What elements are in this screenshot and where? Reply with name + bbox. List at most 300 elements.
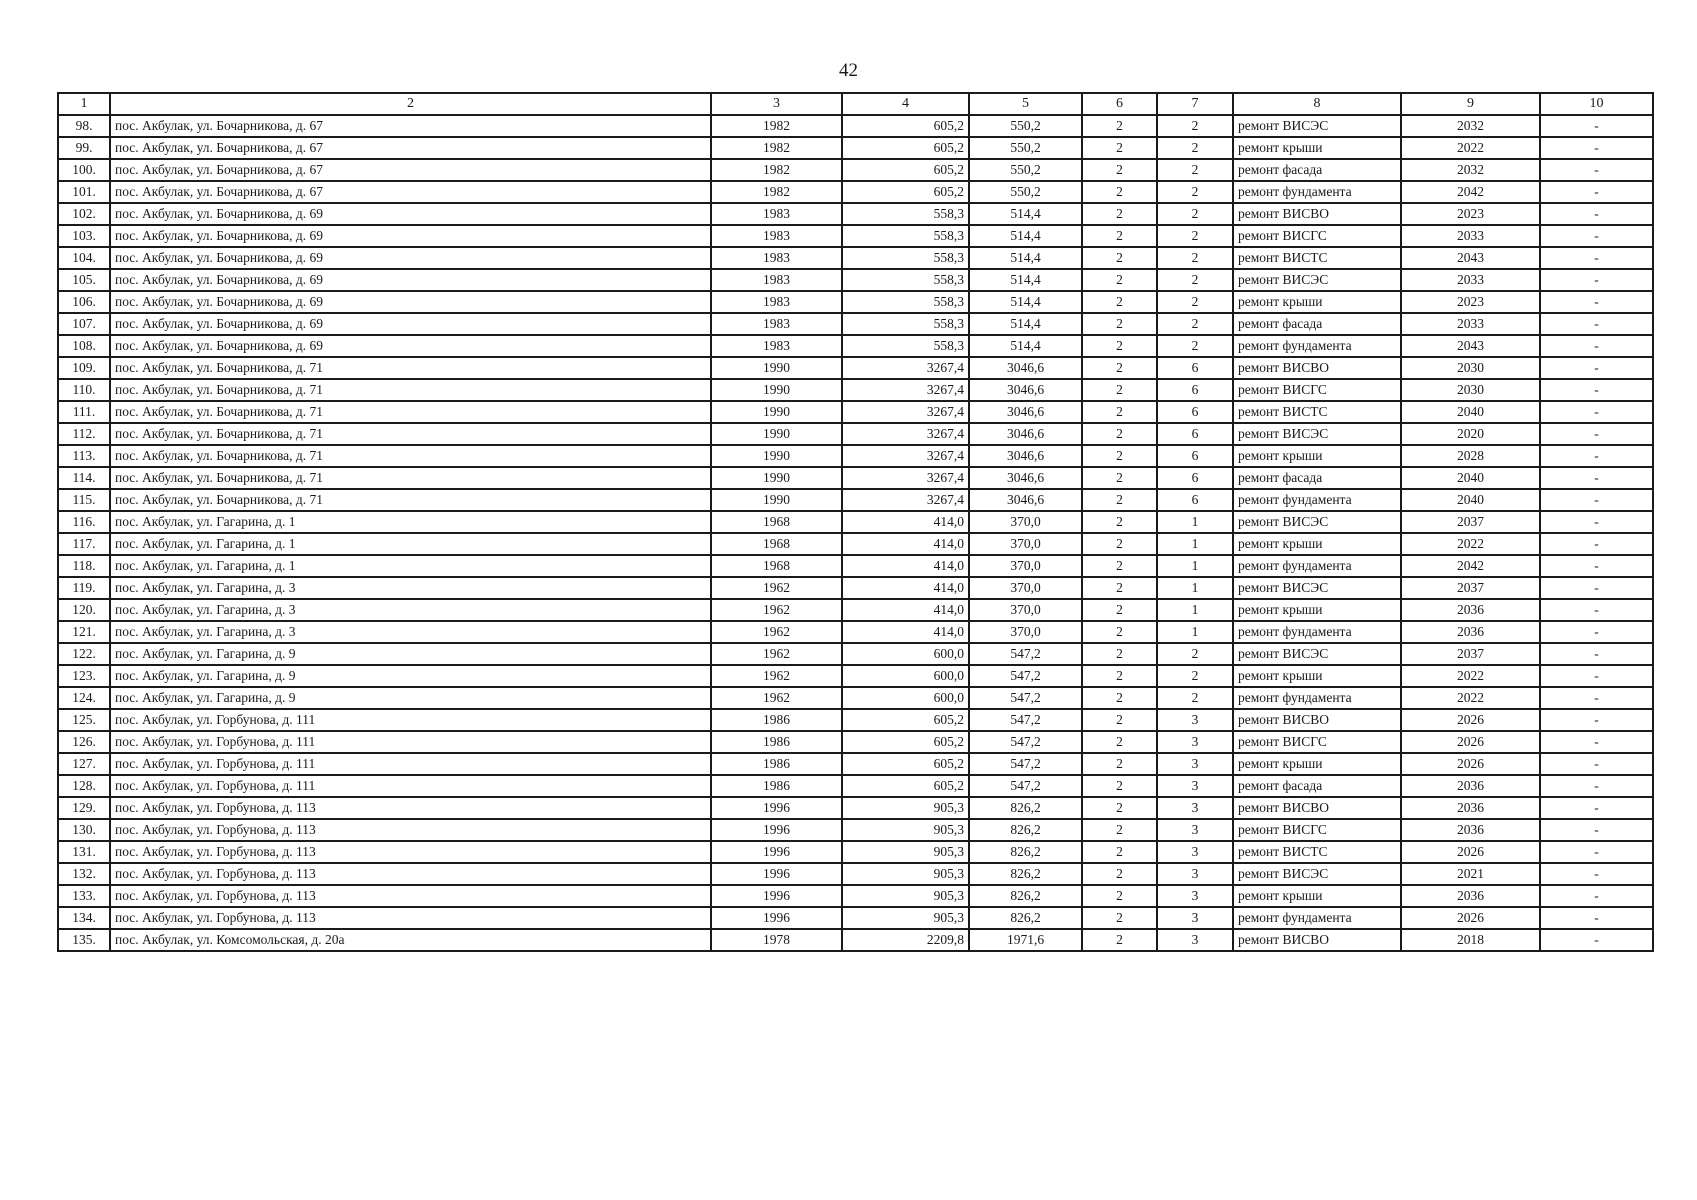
cell-entrances: 1 bbox=[1157, 577, 1233, 599]
cell-total-area: 558,3 bbox=[842, 313, 969, 335]
cell-address: пос. Акбулак, ул. Горбунова, д. 111 bbox=[110, 753, 711, 775]
cell-floors: 2 bbox=[1082, 357, 1157, 379]
cell-address: пос. Акбулак, ул. Бочарникова, д. 67 bbox=[110, 181, 711, 203]
cell-floors: 2 bbox=[1082, 775, 1157, 797]
table-row bbox=[58, 313, 1653, 335]
table-row bbox=[58, 885, 1653, 907]
cell-year-built: 1996 bbox=[711, 907, 842, 929]
cell-remarks: - bbox=[1540, 819, 1653, 841]
cell-entrances: 2 bbox=[1157, 665, 1233, 687]
cell-year-built: 1990 bbox=[711, 467, 842, 489]
cell-entrances: 3 bbox=[1157, 863, 1233, 885]
cell-total-area: 558,3 bbox=[842, 247, 969, 269]
table-header-row bbox=[58, 93, 1653, 115]
cell-remarks: - bbox=[1540, 137, 1653, 159]
cell-entrances: 2 bbox=[1157, 137, 1233, 159]
cell-work-type: ремонт ВИСТС bbox=[1233, 841, 1401, 863]
cell-year-built: 1996 bbox=[711, 863, 842, 885]
cell-address: пос. Акбулак, ул. Комсомольская, д. 20а bbox=[110, 929, 711, 951]
cell-remarks: - bbox=[1540, 247, 1653, 269]
cell-address: пос. Акбулак, ул. Горбунова, д. 113 bbox=[110, 819, 711, 841]
cell-living-area: 550,2 bbox=[969, 137, 1082, 159]
cell-row-number: 105. bbox=[58, 269, 110, 291]
cell-floors: 2 bbox=[1082, 841, 1157, 863]
cell-year-built: 1962 bbox=[711, 665, 842, 687]
cell-planned-year: 2032 bbox=[1401, 159, 1540, 181]
cell-remarks: - bbox=[1540, 797, 1653, 819]
cell-address: пос. Акбулак, ул. Бочарникова, д. 71 bbox=[110, 423, 711, 445]
cell-living-area: 826,2 bbox=[969, 797, 1082, 819]
cell-address: пос. Акбулак, ул. Горбунова, д. 113 bbox=[110, 885, 711, 907]
header-col-3: 3 bbox=[711, 93, 842, 115]
table-row bbox=[58, 247, 1653, 269]
cell-living-area: 514,4 bbox=[969, 247, 1082, 269]
table-row bbox=[58, 137, 1653, 159]
cell-total-area: 600,0 bbox=[842, 687, 969, 709]
cell-remarks: - bbox=[1540, 489, 1653, 511]
cell-year-built: 1996 bbox=[711, 797, 842, 819]
cell-year-built: 1982 bbox=[711, 181, 842, 203]
cell-living-area: 3046,6 bbox=[969, 379, 1082, 401]
cell-living-area: 547,2 bbox=[969, 731, 1082, 753]
cell-remarks: - bbox=[1540, 753, 1653, 775]
cell-address: пос. Акбулак, ул. Горбунова, д. 111 bbox=[110, 709, 711, 731]
cell-floors: 2 bbox=[1082, 797, 1157, 819]
cell-entrances: 1 bbox=[1157, 599, 1233, 621]
cell-entrances: 1 bbox=[1157, 511, 1233, 533]
cell-living-area: 3046,6 bbox=[969, 423, 1082, 445]
cell-remarks: - bbox=[1540, 511, 1653, 533]
header-col-9: 9 bbox=[1401, 93, 1540, 115]
cell-entrances: 6 bbox=[1157, 467, 1233, 489]
table-row bbox=[58, 687, 1653, 709]
cell-work-type: ремонт крыши bbox=[1233, 533, 1401, 555]
cell-row-number: 104. bbox=[58, 247, 110, 269]
cell-planned-year: 2022 bbox=[1401, 137, 1540, 159]
cell-work-type: ремонт фундамента bbox=[1233, 181, 1401, 203]
cell-remarks: - bbox=[1540, 885, 1653, 907]
cell-living-area: 550,2 bbox=[969, 159, 1082, 181]
cell-living-area: 547,2 bbox=[969, 665, 1082, 687]
cell-row-number: 123. bbox=[58, 665, 110, 687]
cell-floors: 2 bbox=[1082, 511, 1157, 533]
cell-address: пос. Акбулак, ул. Горбунова, д. 113 bbox=[110, 841, 711, 863]
cell-address: пос. Акбулак, ул. Бочарникова, д. 69 bbox=[110, 291, 711, 313]
cell-year-built: 1990 bbox=[711, 489, 842, 511]
cell-year-built: 1996 bbox=[711, 841, 842, 863]
cell-entrances: 6 bbox=[1157, 489, 1233, 511]
table-row bbox=[58, 753, 1653, 775]
table-row bbox=[58, 445, 1653, 467]
cell-remarks: - bbox=[1540, 225, 1653, 247]
cell-planned-year: 2028 bbox=[1401, 445, 1540, 467]
table-row bbox=[58, 511, 1653, 533]
cell-year-built: 1962 bbox=[711, 643, 842, 665]
cell-living-area: 547,2 bbox=[969, 687, 1082, 709]
table-row bbox=[58, 907, 1653, 929]
cell-row-number: 116. bbox=[58, 511, 110, 533]
cell-floors: 2 bbox=[1082, 379, 1157, 401]
cell-address: пос. Акбулак, ул. Гагарина, д. 3 bbox=[110, 621, 711, 643]
cell-living-area: 514,4 bbox=[969, 203, 1082, 225]
cell-remarks: - bbox=[1540, 445, 1653, 467]
cell-floors: 2 bbox=[1082, 115, 1157, 137]
cell-year-built: 1983 bbox=[711, 269, 842, 291]
cell-total-area: 905,3 bbox=[842, 819, 969, 841]
cell-floors: 2 bbox=[1082, 335, 1157, 357]
cell-entrances: 2 bbox=[1157, 643, 1233, 665]
cell-floors: 2 bbox=[1082, 753, 1157, 775]
cell-row-number: 108. bbox=[58, 335, 110, 357]
cell-total-area: 3267,4 bbox=[842, 379, 969, 401]
cell-row-number: 126. bbox=[58, 731, 110, 753]
cell-total-area: 605,2 bbox=[842, 137, 969, 159]
cell-living-area: 547,2 bbox=[969, 753, 1082, 775]
cell-work-type: ремонт фундамента bbox=[1233, 489, 1401, 511]
cell-floors: 2 bbox=[1082, 819, 1157, 841]
cell-planned-year: 2042 bbox=[1401, 181, 1540, 203]
cell-planned-year: 2036 bbox=[1401, 599, 1540, 621]
cell-row-number: 106. bbox=[58, 291, 110, 313]
cell-entrances: 3 bbox=[1157, 841, 1233, 863]
cell-work-type: ремонт ВИСВО bbox=[1233, 357, 1401, 379]
cell-year-built: 1983 bbox=[711, 313, 842, 335]
cell-planned-year: 2036 bbox=[1401, 797, 1540, 819]
cell-living-area: 3046,6 bbox=[969, 401, 1082, 423]
cell-living-area: 370,0 bbox=[969, 555, 1082, 577]
cell-total-area: 3267,4 bbox=[842, 401, 969, 423]
cell-remarks: - bbox=[1540, 687, 1653, 709]
cell-living-area: 826,2 bbox=[969, 907, 1082, 929]
table-row bbox=[58, 159, 1653, 181]
cell-work-type: ремонт крыши bbox=[1233, 445, 1401, 467]
cell-address: пос. Акбулак, ул. Гагарина, д. 1 bbox=[110, 511, 711, 533]
cell-row-number: 131. bbox=[58, 841, 110, 863]
cell-address: пос. Акбулак, ул. Гагарина, д. 1 bbox=[110, 555, 711, 577]
cell-total-area: 414,0 bbox=[842, 533, 969, 555]
cell-living-area: 547,2 bbox=[969, 709, 1082, 731]
cell-total-area: 605,2 bbox=[842, 709, 969, 731]
cell-total-area: 605,2 bbox=[842, 181, 969, 203]
cell-row-number: 121. bbox=[58, 621, 110, 643]
cell-remarks: - bbox=[1540, 577, 1653, 599]
cell-total-area: 3267,4 bbox=[842, 467, 969, 489]
cell-total-area: 558,3 bbox=[842, 225, 969, 247]
cell-planned-year: 2026 bbox=[1401, 753, 1540, 775]
cell-remarks: - bbox=[1540, 159, 1653, 181]
cell-work-type: ремонт ВИСЭС bbox=[1233, 511, 1401, 533]
cell-address: пос. Акбулак, ул. Бочарникова, д. 67 bbox=[110, 159, 711, 181]
cell-living-area: 370,0 bbox=[969, 533, 1082, 555]
cell-remarks: - bbox=[1540, 731, 1653, 753]
cell-address: пос. Акбулак, ул. Бочарникова, д. 67 bbox=[110, 137, 711, 159]
table-row bbox=[58, 577, 1653, 599]
cell-planned-year: 2040 bbox=[1401, 401, 1540, 423]
cell-year-built: 1986 bbox=[711, 709, 842, 731]
cell-floors: 2 bbox=[1082, 225, 1157, 247]
cell-total-area: 558,3 bbox=[842, 203, 969, 225]
cell-entrances: 3 bbox=[1157, 775, 1233, 797]
cell-living-area: 514,4 bbox=[969, 335, 1082, 357]
cell-row-number: 109. bbox=[58, 357, 110, 379]
cell-work-type: ремонт ВИСТС bbox=[1233, 247, 1401, 269]
cell-planned-year: 2032 bbox=[1401, 115, 1540, 137]
cell-address: пос. Акбулак, ул. Бочарникова, д. 69 bbox=[110, 225, 711, 247]
cell-remarks: - bbox=[1540, 929, 1653, 951]
cell-row-number: 135. bbox=[58, 929, 110, 951]
cell-entrances: 6 bbox=[1157, 423, 1233, 445]
cell-work-type: ремонт фундамента bbox=[1233, 621, 1401, 643]
cell-remarks: - bbox=[1540, 709, 1653, 731]
table-row bbox=[58, 335, 1653, 357]
cell-total-area: 605,2 bbox=[842, 731, 969, 753]
cell-floors: 2 bbox=[1082, 423, 1157, 445]
building-repair-table bbox=[57, 92, 1654, 952]
cell-address: пос. Акбулак, ул. Бочарникова, д. 71 bbox=[110, 357, 711, 379]
cell-address: пос. Акбулак, ул. Горбунова, д. 113 bbox=[110, 797, 711, 819]
cell-year-built: 1982 bbox=[711, 137, 842, 159]
cell-living-area: 370,0 bbox=[969, 599, 1082, 621]
cell-address: пос. Акбулак, ул. Гагарина, д. 3 bbox=[110, 599, 711, 621]
table-row bbox=[58, 819, 1653, 841]
header-col-7: 7 bbox=[1157, 93, 1233, 115]
cell-living-area: 547,2 bbox=[969, 775, 1082, 797]
cell-entrances: 3 bbox=[1157, 731, 1233, 753]
cell-year-built: 1962 bbox=[711, 621, 842, 643]
cell-remarks: - bbox=[1540, 841, 1653, 863]
cell-row-number: 99. bbox=[58, 137, 110, 159]
cell-floors: 2 bbox=[1082, 885, 1157, 907]
cell-total-area: 600,0 bbox=[842, 643, 969, 665]
cell-address: пос. Акбулак, ул. Гагарина, д. 3 bbox=[110, 577, 711, 599]
cell-entrances: 1 bbox=[1157, 621, 1233, 643]
table-row bbox=[58, 269, 1653, 291]
cell-entrances: 6 bbox=[1157, 401, 1233, 423]
cell-year-built: 1983 bbox=[711, 247, 842, 269]
cell-remarks: - bbox=[1540, 665, 1653, 687]
cell-total-area: 414,0 bbox=[842, 511, 969, 533]
cell-floors: 2 bbox=[1082, 445, 1157, 467]
cell-floors: 2 bbox=[1082, 709, 1157, 731]
cell-row-number: 113. bbox=[58, 445, 110, 467]
cell-year-built: 1968 bbox=[711, 533, 842, 555]
cell-floors: 2 bbox=[1082, 577, 1157, 599]
cell-planned-year: 2036 bbox=[1401, 621, 1540, 643]
cell-work-type: ремонт крыши bbox=[1233, 885, 1401, 907]
cell-work-type: ремонт фасада bbox=[1233, 467, 1401, 489]
cell-total-area: 3267,4 bbox=[842, 445, 969, 467]
cell-work-type: ремонт фундамента bbox=[1233, 555, 1401, 577]
cell-living-area: 1971,6 bbox=[969, 929, 1082, 951]
table-row bbox=[58, 291, 1653, 313]
cell-living-area: 826,2 bbox=[969, 841, 1082, 863]
cell-remarks: - bbox=[1540, 335, 1653, 357]
cell-floors: 2 bbox=[1082, 489, 1157, 511]
cell-remarks: - bbox=[1540, 423, 1653, 445]
cell-year-built: 1968 bbox=[711, 511, 842, 533]
cell-entrances: 3 bbox=[1157, 885, 1233, 907]
cell-remarks: - bbox=[1540, 599, 1653, 621]
cell-year-built: 1968 bbox=[711, 555, 842, 577]
cell-row-number: 130. bbox=[58, 819, 110, 841]
table-row bbox=[58, 181, 1653, 203]
cell-total-area: 414,0 bbox=[842, 555, 969, 577]
cell-work-type: ремонт ВИСВО bbox=[1233, 929, 1401, 951]
cell-total-area: 905,3 bbox=[842, 885, 969, 907]
cell-work-type: ремонт ВИСГС bbox=[1233, 731, 1401, 753]
cell-floors: 2 bbox=[1082, 731, 1157, 753]
table-row bbox=[58, 225, 1653, 247]
cell-work-type: ремонт ВИСЭС bbox=[1233, 577, 1401, 599]
cell-living-area: 826,2 bbox=[969, 885, 1082, 907]
cell-year-built: 1990 bbox=[711, 445, 842, 467]
header-col-2: 2 bbox=[110, 93, 711, 115]
cell-work-type: ремонт ВИСЭС bbox=[1233, 269, 1401, 291]
table-row bbox=[58, 357, 1653, 379]
cell-year-built: 1962 bbox=[711, 599, 842, 621]
cell-total-area: 905,3 bbox=[842, 907, 969, 929]
cell-remarks: - bbox=[1540, 203, 1653, 225]
cell-row-number: 134. bbox=[58, 907, 110, 929]
cell-address: пос. Акбулак, ул. Горбунова, д. 111 bbox=[110, 731, 711, 753]
cell-planned-year: 2033 bbox=[1401, 313, 1540, 335]
cell-address: пос. Акбулак, ул. Гагарина, д. 9 bbox=[110, 665, 711, 687]
cell-remarks: - bbox=[1540, 467, 1653, 489]
cell-work-type: ремонт крыши bbox=[1233, 665, 1401, 687]
cell-living-area: 826,2 bbox=[969, 819, 1082, 841]
cell-planned-year: 2037 bbox=[1401, 511, 1540, 533]
cell-work-type: ремонт фундамента bbox=[1233, 335, 1401, 357]
cell-floors: 2 bbox=[1082, 181, 1157, 203]
cell-total-area: 558,3 bbox=[842, 291, 969, 313]
cell-work-type: ремонт ВИСВО bbox=[1233, 797, 1401, 819]
cell-year-built: 1982 bbox=[711, 115, 842, 137]
cell-work-type: ремонт фундамента bbox=[1233, 907, 1401, 929]
cell-work-type: ремонт ВИСЭС bbox=[1233, 863, 1401, 885]
cell-address: пос. Акбулак, ул. Бочарникова, д. 69 bbox=[110, 203, 711, 225]
table-row bbox=[58, 643, 1653, 665]
cell-remarks: - bbox=[1540, 533, 1653, 555]
cell-work-type: ремонт ВИСГС bbox=[1233, 225, 1401, 247]
cell-row-number: 110. bbox=[58, 379, 110, 401]
table-row bbox=[58, 489, 1653, 511]
cell-address: пос. Акбулак, ул. Бочарникова, д. 71 bbox=[110, 489, 711, 511]
table-row bbox=[58, 665, 1653, 687]
table-row bbox=[58, 929, 1653, 951]
cell-living-area: 370,0 bbox=[969, 511, 1082, 533]
cell-floors: 2 bbox=[1082, 643, 1157, 665]
cell-living-area: 550,2 bbox=[969, 181, 1082, 203]
cell-work-type: ремонт крыши bbox=[1233, 137, 1401, 159]
cell-floors: 2 bbox=[1082, 863, 1157, 885]
cell-planned-year: 2033 bbox=[1401, 269, 1540, 291]
cell-living-area: 370,0 bbox=[969, 577, 1082, 599]
cell-work-type: ремонт ВИСЭС bbox=[1233, 423, 1401, 445]
cell-total-area: 905,3 bbox=[842, 863, 969, 885]
cell-floors: 2 bbox=[1082, 313, 1157, 335]
table-row bbox=[58, 423, 1653, 445]
cell-total-area: 2209,8 bbox=[842, 929, 969, 951]
cell-address: пос. Акбулак, ул. Бочарникова, д. 71 bbox=[110, 445, 711, 467]
cell-living-area: 826,2 bbox=[969, 863, 1082, 885]
cell-row-number: 129. bbox=[58, 797, 110, 819]
cell-year-built: 1982 bbox=[711, 159, 842, 181]
cell-planned-year: 2026 bbox=[1401, 731, 1540, 753]
cell-floors: 2 bbox=[1082, 621, 1157, 643]
cell-planned-year: 2037 bbox=[1401, 577, 1540, 599]
cell-work-type: ремонт крыши bbox=[1233, 599, 1401, 621]
header-col-5: 5 bbox=[969, 93, 1082, 115]
cell-planned-year: 2026 bbox=[1401, 907, 1540, 929]
cell-address: пос. Акбулак, ул. Гагарина, д. 1 bbox=[110, 533, 711, 555]
cell-row-number: 111. bbox=[58, 401, 110, 423]
cell-entrances: 2 bbox=[1157, 181, 1233, 203]
cell-year-built: 1962 bbox=[711, 577, 842, 599]
cell-entrances: 2 bbox=[1157, 269, 1233, 291]
cell-floors: 2 bbox=[1082, 687, 1157, 709]
cell-year-built: 1983 bbox=[711, 291, 842, 313]
cell-row-number: 114. bbox=[58, 467, 110, 489]
cell-total-area: 558,3 bbox=[842, 269, 969, 291]
cell-address: пос. Акбулак, ул. Горбунова, д. 113 bbox=[110, 863, 711, 885]
cell-planned-year: 2021 bbox=[1401, 863, 1540, 885]
cell-planned-year: 2018 bbox=[1401, 929, 1540, 951]
table-row bbox=[58, 841, 1653, 863]
cell-floors: 2 bbox=[1082, 247, 1157, 269]
cell-living-area: 514,4 bbox=[969, 313, 1082, 335]
cell-work-type: ремонт ВИСЭС bbox=[1233, 115, 1401, 137]
cell-entrances: 6 bbox=[1157, 445, 1233, 467]
cell-planned-year: 2042 bbox=[1401, 555, 1540, 577]
cell-row-number: 125. bbox=[58, 709, 110, 731]
cell-remarks: - bbox=[1540, 863, 1653, 885]
cell-work-type: ремонт ВИСВО bbox=[1233, 203, 1401, 225]
cell-planned-year: 2026 bbox=[1401, 709, 1540, 731]
cell-living-area: 3046,6 bbox=[969, 357, 1082, 379]
cell-planned-year: 2036 bbox=[1401, 819, 1540, 841]
cell-entrances: 2 bbox=[1157, 247, 1233, 269]
cell-work-type: ремонт ВИСВО bbox=[1233, 709, 1401, 731]
cell-planned-year: 2043 bbox=[1401, 247, 1540, 269]
cell-floors: 2 bbox=[1082, 291, 1157, 313]
cell-floors: 2 bbox=[1082, 555, 1157, 577]
cell-total-area: 605,2 bbox=[842, 159, 969, 181]
table-row bbox=[58, 709, 1653, 731]
cell-floors: 2 bbox=[1082, 269, 1157, 291]
header-col-4: 4 bbox=[842, 93, 969, 115]
cell-row-number: 115. bbox=[58, 489, 110, 511]
cell-entrances: 1 bbox=[1157, 533, 1233, 555]
cell-living-area: 514,4 bbox=[969, 291, 1082, 313]
cell-entrances: 2 bbox=[1157, 335, 1233, 357]
cell-total-area: 558,3 bbox=[842, 335, 969, 357]
cell-floors: 2 bbox=[1082, 203, 1157, 225]
table-row bbox=[58, 467, 1653, 489]
cell-planned-year: 2040 bbox=[1401, 467, 1540, 489]
cell-floors: 2 bbox=[1082, 907, 1157, 929]
table-row bbox=[58, 621, 1653, 643]
cell-planned-year: 2040 bbox=[1401, 489, 1540, 511]
cell-row-number: 112. bbox=[58, 423, 110, 445]
cell-row-number: 128. bbox=[58, 775, 110, 797]
cell-row-number: 100. bbox=[58, 159, 110, 181]
cell-work-type: ремонт крыши bbox=[1233, 753, 1401, 775]
header-col-6: 6 bbox=[1082, 93, 1157, 115]
cell-address: пос. Акбулак, ул. Бочарникова, д. 69 bbox=[110, 335, 711, 357]
cell-living-area: 3046,6 bbox=[969, 489, 1082, 511]
cell-planned-year: 2037 bbox=[1401, 643, 1540, 665]
cell-year-built: 1990 bbox=[711, 401, 842, 423]
